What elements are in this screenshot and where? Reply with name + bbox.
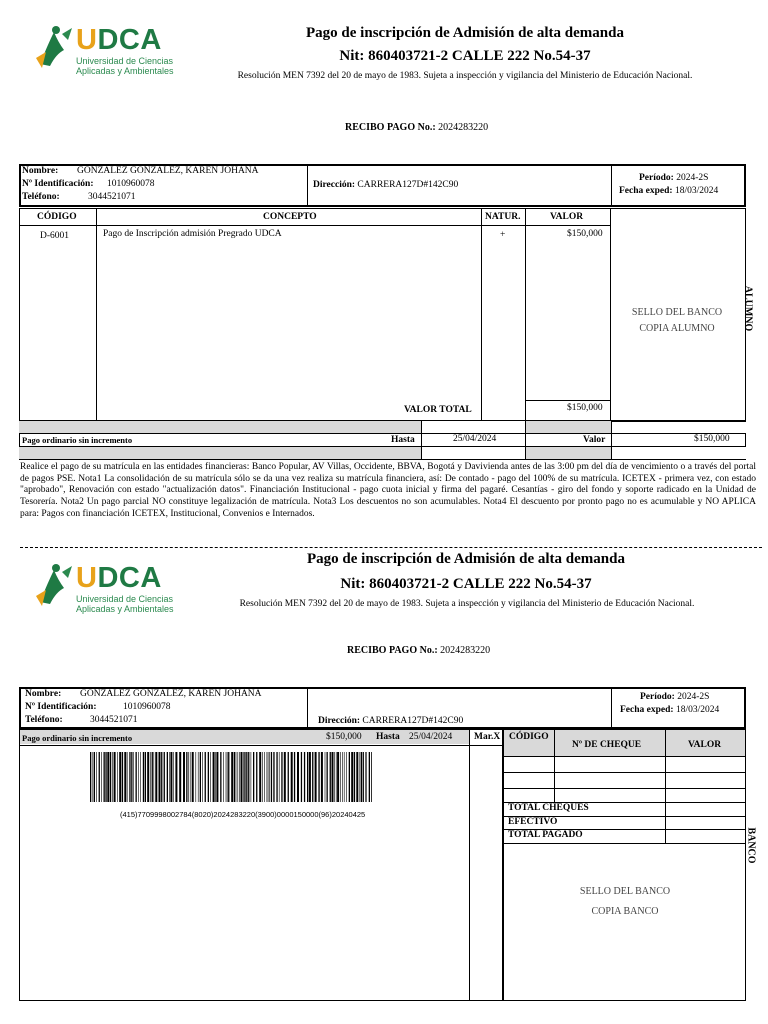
udca-logo [34,24,174,84]
barcode-bar [244,752,245,802]
barcode-bar [175,752,177,802]
row-valor: $150,000 [567,229,603,239]
barcode-bar [152,752,153,802]
barcode-bar [262,752,263,802]
bank-amount: $150,000 [326,732,362,742]
barcode-bar [351,752,353,802]
barcode-bar [150,752,151,802]
page-title: Pago de inscripción de Admisión de alta demanda [306,25,624,41]
barcode-bar [94,752,95,802]
barcode-bar [104,752,105,802]
barcode-bar [202,752,203,802]
barcode-bar [236,752,237,802]
barcode-bar [140,752,141,802]
nit-line: Nit: 860403721-2 CALLE 222 No.54-37 [339,48,591,64]
barcode-bar [276,752,277,802]
barcode-bar [117,752,118,802]
barcode-bar [288,752,289,802]
total-pagado-label: TOTAL PAGADO [508,830,583,840]
barcode-bar [294,752,295,802]
barcode-bar [190,752,191,802]
barcode-bar [220,752,221,802]
col-concepto: CONCEPTO [263,212,317,222]
barcode-bar [346,752,347,802]
hasta-label: Hasta [391,435,415,445]
barcode-bar [354,752,355,802]
resolution: Resolución MEN 7392 del 20 de mayo de 1983. Sujeta a inspección y vigilancia del Ministerio de Educación Nacional. [237,71,693,81]
barcode-bar [243,752,244,802]
marx-label: Mar.X [474,732,501,742]
barcode-bar [269,752,270,802]
barcode-bar [366,752,367,802]
period: Período: 2024-2S [639,173,709,183]
barcode-bar [281,752,282,802]
barcode-bar [131,752,132,802]
barcode-bar [284,752,286,802]
col-natur: NATUR. [485,212,521,222]
barcode-bar [268,752,269,802]
udca-logo-copy: UDCA Universidad de Ciencias Aplicadas y Ambientales [34,562,174,622]
barcode-bar [101,752,102,802]
bank-col-cheque: Nº DE CHEQUE [572,740,642,750]
barcode-bar [321,752,323,802]
barcode-bar [356,752,358,802]
barcode-bar [365,752,366,802]
barcode-bar [291,752,293,802]
barcode-bar [315,752,317,802]
student-address: Dirección: CARRERA127D#142C90 [313,180,459,190]
barcode-bar [205,752,206,802]
barcode-bar [159,752,161,802]
barcode-bar [241,752,243,802]
col-valor: VALOR [550,212,584,222]
barcode-bar [238,752,239,802]
efectivo-label: EFECTIVO [508,817,558,827]
barcode-bar [107,752,109,802]
barcode-bar [325,752,326,802]
student-phone: 3044521071 [88,192,136,202]
barcode-bar [363,752,364,802]
barcode-bar [196,752,197,802]
valor-label: Valor [583,435,606,445]
barcode-bar [259,752,261,802]
barcode-bar [371,752,372,802]
barcode-bar [361,752,362,802]
barcode-bar [105,752,106,802]
bank-col-codigo: CÓDIGO [509,732,549,742]
barcode-bar [119,752,121,802]
barcode-bar [216,752,218,802]
logo-figure-icon [34,24,76,70]
total-value: $150,000 [567,403,603,413]
barcode-bar [145,752,146,802]
barcode-bar [192,752,194,802]
barcode-bar [114,752,116,802]
barcode-bar [253,752,254,802]
barcode-bar [301,752,302,802]
hasta-date: 25/04/2024 [453,434,497,444]
barcode-bar [213,752,215,802]
bank-col-valor: VALOR [688,740,722,750]
nit-line-copy: Nit: 860403721-2 CALLE 222 No.54-37 [340,576,592,592]
barcode-bar [273,752,274,802]
payment-notes: Realice el pago de su matrícula en las entidades financieras: Banco Popular, AV Villas, Occidente, BBVA, Bogotá y Davivienda antes de las 3:00 pm del día de vencimiento o a través del portal de pagos PSE. Nota1 La consolidación de su matrícula sólo se da una vez realiza su matrícula financiera, así: De contado - pago del 100% de su matrícula. ICETEX - primera vez, con estado "aprobado", Renovación con estado "actualización datos". Financiación Institucional - pago cuota inicial y firma del pagaré. Cesantías - giro del fondo y soporte radicado en la Unidad de Tesorería. Nota2 Un pago parcial NO constituye legalización de matrícula. Nota3 Los descuentos no son acumulables. Nota4 El descuento por pronto pago no es acumulable y NO APLICA para: Pagos con financiación ICETEX, Institucional, Convenios e Internados. [20,462,756,519]
receipt-number-copy: RECIBO PAGO No.: 2024283220 [347,645,491,656]
barcode-bar [179,752,181,802]
barcode-bar [227,752,228,802]
barcode-bar [318,752,319,802]
barcode-bar [342,752,343,802]
barcode-bar [360,752,361,802]
barcode-text: (415)7709998002784(8020)2024283220(3900)0000150000(96)20240425 [120,810,366,819]
barcode-bar [138,752,139,802]
barcode-bar [271,752,272,802]
cut-line [20,547,762,548]
barcode-bar [349,752,350,802]
logo-figure-icon [34,562,76,608]
barcode-bar [155,752,157,802]
barcode-bar [210,752,211,802]
payment-barcode [90,752,372,802]
barcode-bar [251,752,252,802]
barcode-bar [215,752,216,802]
barcode-bar [90,752,91,802]
barcode-bar [334,752,335,802]
barcode-bar [169,752,170,802]
logo-subtitle: Universidad de Ciencias Aplicadas y Ambientales [76,56,174,76]
row-codigo: D-6001 [40,231,70,241]
barcode-bar [239,752,240,802]
barcode-bar [110,752,111,802]
student-id: 1010960078 [107,179,155,189]
barcode-bar [337,752,339,802]
barcode-bar [279,752,280,802]
barcode-bar [297,752,299,802]
barcode-bar [340,752,341,802]
stamp-alumno: SELLO DEL BANCO COPIA ALUMNO [631,307,723,334]
barcode-bar [330,752,331,802]
banco-vertical-label: BANCO [745,827,757,864]
barcode-bar [208,752,209,802]
barcode-bar [161,752,162,802]
barcode-bar [136,752,137,802]
barcode-bar [307,752,308,802]
barcode-bar [264,752,265,802]
barcode-bar [327,752,328,802]
barcode-bar [223,752,224,802]
barcode-bar [147,752,149,802]
barcode-bar [226,752,227,802]
page-title-copy: Pago de inscripción de Admisión de alta demanda [307,551,625,567]
alumno-vertical-label: ALUMNO [742,285,754,332]
row-natur: + [500,230,506,240]
logo-text: UDCA [76,24,162,56]
barcode-bar [336,752,337,802]
barcode-bar [188,752,189,802]
student-name: GONZALEZ GONZALEZ, KAREN JOHANA [77,166,259,176]
barcode-bar [186,752,187,802]
resolution-copy: Resolución MEN 7392 del 20 de mayo de 1983. Sujeta a inspección y vigilancia del Ministerio de Educación Nacional. [239,599,695,609]
barcode-bar [143,752,144,802]
barcode-bar [267,752,268,802]
barcode-bar [164,752,165,802]
barcode-bar [93,752,94,802]
barcode-bar [200,752,201,802]
barcode-bar [332,752,334,802]
barcode-bar [173,752,174,802]
total-label: VALOR TOTAL [404,405,472,415]
barcode-bar [124,752,126,802]
barcode-bar [309,752,311,802]
col-codigo: CÓDIGO [37,212,77,222]
barcode-bar [312,752,313,802]
receipt-number: RECIBO PAGO No.: 2024283220 [345,122,489,133]
total-cheques-label: TOTAL CHEQUES [508,803,589,813]
barcode-bar [170,752,172,802]
barcode-bar [112,752,113,802]
barcode-bar [133,752,134,802]
barcode-bar [234,752,235,802]
barcode-bar [198,752,199,802]
barcode-bar [96,752,97,802]
valor-amount: $150,000 [694,434,730,444]
barcode-bar [344,752,345,802]
barcode-bar [183,752,185,802]
barcode-bar [122,752,123,802]
barcode-bar [248,752,249,802]
barcode-bar [304,752,305,802]
barcode-bar [256,752,257,802]
items-table [19,208,611,421]
barcode-bar [246,752,247,802]
barcode-bar [231,752,233,802]
ordinary-payment-label: Pago ordinario sin incremento [22,435,133,445]
stamp-banco: SELLO DEL BANCO COPIA BANCO [579,886,671,917]
barcode-bar [127,752,128,802]
barcode-bar [228,752,229,802]
bank-table [503,729,746,1001]
barcode-bar [99,752,100,802]
barcode-bar [154,752,155,802]
barcode-bar [129,752,130,802]
bank-hasta: 25/04/2024 [409,732,453,742]
issue-date: Fecha exped: 18/03/2024 [619,186,719,196]
barcode-bar [167,752,168,802]
row-concepto: Pago de Inscripción admisión Pregrado UDCA [103,229,282,239]
barcode-bar [369,752,370,802]
